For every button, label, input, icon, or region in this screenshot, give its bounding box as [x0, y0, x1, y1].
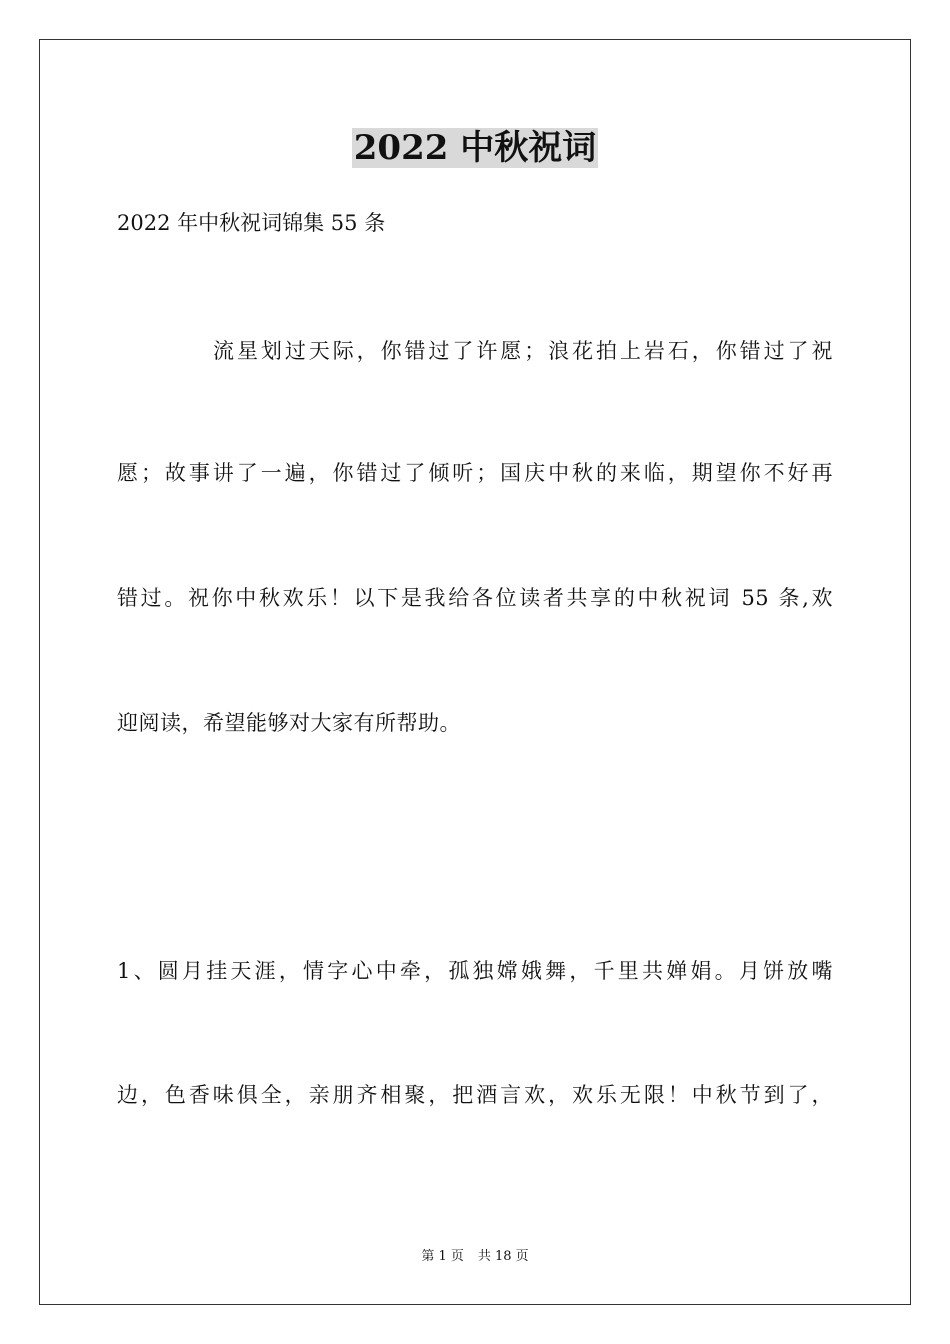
intro-line-1: 流星划过天际，你错过了许愿；浪花拍上岩石，你错过了祝: [213, 339, 833, 363]
intro-line-3: 错过。祝你中秋欢乐！以下是我给各位读者共享的中秋祝词 55 条,欢: [117, 586, 833, 610]
item-line-2: 边，色香味俱全，亲朋齐相聚，把酒言欢，欢乐无限！中秋节到了，: [117, 1083, 833, 1107]
document-title: [0, 128, 950, 168]
page-number: 第 1 页: [421, 1249, 464, 1264]
page-footer: [0, 1248, 950, 1266]
item-line-1: 1、圆月挂天涯，情字心中牵，孤独嫦娥舞，千里共婵娟。月饼放嘴: [117, 959, 833, 983]
page-total: 共 18 页: [477, 1249, 529, 1264]
document-title-text: 2022 中秋祝词: [353, 128, 597, 168]
intro-line-2: 愿；故事讲了一遍，你错过了倾听；国庆中秋的来临，期望你不好再: [117, 461, 833, 485]
document-subtitle: 2022 年中秋祝词锦集 55 条: [117, 211, 386, 235]
intro-line-4: 迎阅读，希望能够对大家有所帮助。: [117, 711, 461, 735]
